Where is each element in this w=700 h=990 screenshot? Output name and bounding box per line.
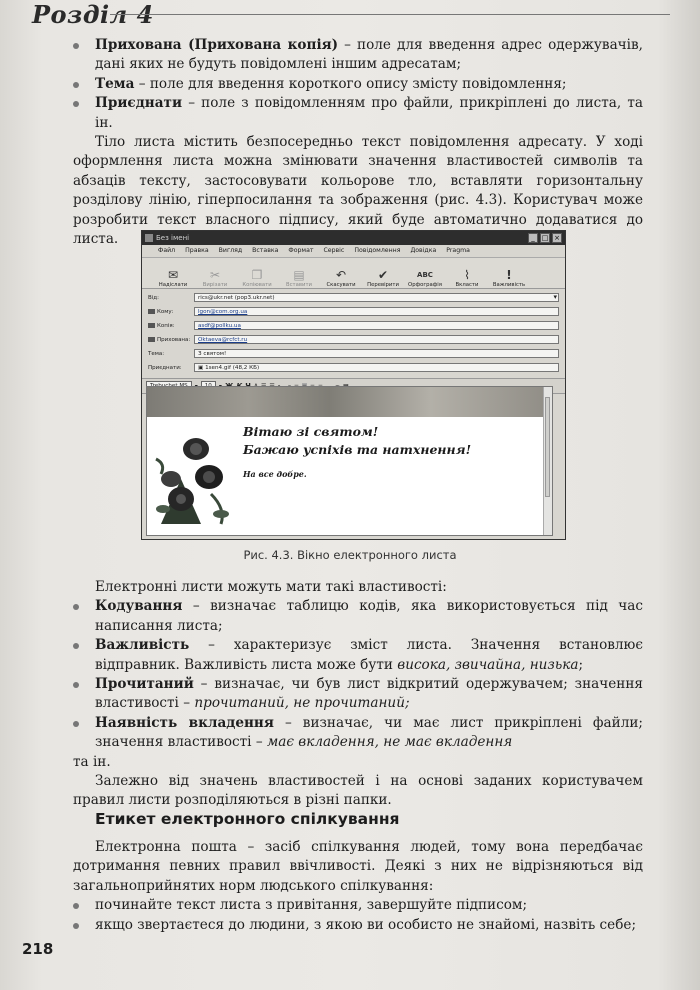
- spelling-button[interactable]: ABC Орфографія: [406, 260, 444, 288]
- paste-icon: ▤: [293, 268, 305, 282]
- undo-icon: ↶: [335, 268, 347, 282]
- prop-importance: Важливість – характеризує зміст листа. Значення встановлює відправник. Важливість листа може бути висока, звичайна, низька;: [73, 636, 643, 675]
- file-icon: ▣: [198, 365, 206, 371]
- section-heading: Етикет електронного спілкування: [95, 810, 400, 828]
- rule-item: якщо звертаєтеся до людини, з якою ви особисто не знайомі, назвіть себе;: [73, 916, 643, 935]
- bullet-bcc: Прихована (Прихована копія) – поле для введення адрес одержувачів, дані яких не будуть повідомлені іншим адресатам;: [73, 36, 643, 75]
- figure-caption: Рис. 4.3. Вікно електронного листа: [243, 548, 457, 562]
- address-book-icon: [148, 337, 155, 342]
- background-banner: [147, 387, 552, 417]
- cc-field[interactable]: asdf@pollku.ua: [194, 321, 559, 330]
- check-names-icon: ✔: [377, 268, 389, 282]
- maximize-icon[interactable]: □: [541, 234, 549, 242]
- window-titlebar: [142, 231, 565, 245]
- etiquette-paragraph: Електронна пошта – засіб спілкування людей, тому вона передбачає дотримання певних правил ввічливості. Деякі з них не відрізняються від загальноприйнятих норм людського спілкування:: [73, 839, 643, 894]
- undo-button[interactable]: ↶ Скасувати: [326, 268, 356, 288]
- close-icon[interactable]: ×: [552, 233, 562, 243]
- bullet-subject: Тема – поле для введення короткого опису змісту повідомлення;: [73, 75, 643, 94]
- copy-icon: ❐: [251, 268, 263, 282]
- bullet-attach: Приєднати – поле з повідомленням про файли, прикріплені до листа, та ін.: [73, 94, 643, 133]
- header-rule: [110, 14, 670, 15]
- copy-button[interactable]: ❐ Копіювати: [242, 268, 272, 288]
- menu-bar: [142, 245, 565, 258]
- paragraph-body: Тіло листа містить безпосередньо текст повідомлення адресату. У ході оформлення листа можна змінювати значення властивостей символів та абзаців тексту, застосовувати кольорове тло, вставляти горизонтальну розділову лінію, гіперпосилання та зображення (рис. 4.3). Користувач може розробити текст власного підпису, який буде автоматично додаватися до листа.: [73, 134, 643, 248]
- menu-insert[interactable]: Вставка: [252, 247, 279, 254]
- window-app-icon: [145, 234, 153, 242]
- paragraph-folders: Залежно від значень властивостей і на основі заданих користувачем правил листи розподіляються в різні папки.: [73, 773, 643, 809]
- menu-tools[interactable]: Сервіс: [323, 247, 345, 254]
- cut-icon: ✂: [209, 268, 221, 282]
- to-row: Кому: lgon@com.org.ua: [148, 306, 559, 317]
- menu-help[interactable]: Довідка: [410, 247, 437, 254]
- top-text-block: [73, 36, 643, 249]
- menu-file[interactable]: Файл: [158, 247, 176, 254]
- roses-image: [151, 419, 237, 529]
- properties-block: [73, 578, 643, 811]
- properties-intro: Електронні листи можуть мати такі властивості:: [95, 579, 447, 595]
- header-fields: [142, 289, 565, 378]
- send-icon: ✉: [167, 268, 179, 282]
- cut-button[interactable]: ✂ Вирізати: [202, 268, 228, 288]
- address-book-icon: [148, 309, 155, 314]
- priority-button[interactable]: ! Важливість: [492, 268, 526, 288]
- menu-message[interactable]: Повідомлення: [354, 247, 401, 254]
- prop-encoding: Кодування – визначає таблицю кодів, яка використовується під час написання листа;: [73, 597, 643, 636]
- attach-icon: ⌇: [464, 268, 470, 282]
- chapter-title: Розділ 4: [32, 0, 154, 29]
- menu-edit[interactable]: Правка: [185, 247, 209, 254]
- minimize-icon[interactable]: _: [528, 233, 538, 243]
- menu-view[interactable]: Вигляд: [218, 247, 243, 254]
- rule-item: починайте текст листа з привітання, завершуйте підписом;: [73, 896, 643, 915]
- closing-text: На все добре.: [243, 469, 307, 479]
- address-book-icon: [148, 323, 155, 328]
- subject-row: Тема: З святом!: [148, 348, 559, 359]
- priority-icon: !: [506, 268, 512, 282]
- bcc-field[interactable]: Oktaeva@rcfct.ru: [194, 335, 559, 344]
- menu-format[interactable]: Формат: [288, 247, 314, 254]
- attach-row: Приєднати: ▣ 1sen4.gif (48,2 КБ): [148, 362, 559, 373]
- prop-attachment: Наявність вкладення – визначає, чи має лист прикріплені файли; значення властивості – має вкладення, не має вкладення: [73, 714, 643, 753]
- from-select[interactable]: rics@ukr.net (pop3.ukr.net) ▾: [194, 293, 559, 302]
- etiquette-block: [73, 838, 643, 935]
- message-body[interactable]: [146, 386, 553, 536]
- body-scrollbar[interactable]: [543, 387, 552, 535]
- greeting-text: Вітаю зі святом! Бажаю успіхів та натхнення!: [243, 424, 472, 457]
- bcc-row: Прихована: Oktaeva@rcfct.ru: [148, 334, 559, 345]
- scrollbar-thumb[interactable]: [545, 397, 550, 497]
- properties-end: та ін.: [73, 753, 111, 770]
- spelling-icon: ABC: [417, 271, 433, 279]
- send-button[interactable]: ✉ Надіслати: [158, 268, 188, 288]
- subject-field[interactable]: З святом!: [194, 349, 559, 358]
- paste-button[interactable]: ▤ Вставити: [286, 268, 312, 288]
- menu-pragma[interactable]: Pragma: [446, 247, 470, 254]
- window-title: Без імені: [156, 234, 190, 242]
- email-window-figure: [141, 230, 566, 540]
- prop-read: Прочитаний – визначає, чи був лист відкритий одержувачем; значення властивості – прочитаний, не прочитаний;: [73, 675, 643, 714]
- attach-button[interactable]: ⌇ Вкласти: [455, 268, 479, 288]
- to-field[interactable]: lgon@com.org.ua: [194, 307, 559, 316]
- from-row: Від: rics@ukr.net (pop3.ukr.net) ▾: [148, 292, 559, 303]
- check-names-button[interactable]: ✔ Перевірити: [367, 268, 399, 288]
- page-number: 218: [22, 940, 54, 958]
- attach-field[interactable]: ▣ 1sen4.gif (48,2 КБ): [194, 363, 559, 372]
- toolbar: [142, 258, 565, 289]
- cc-row: Копія: asdf@pollku.ua: [148, 320, 559, 331]
